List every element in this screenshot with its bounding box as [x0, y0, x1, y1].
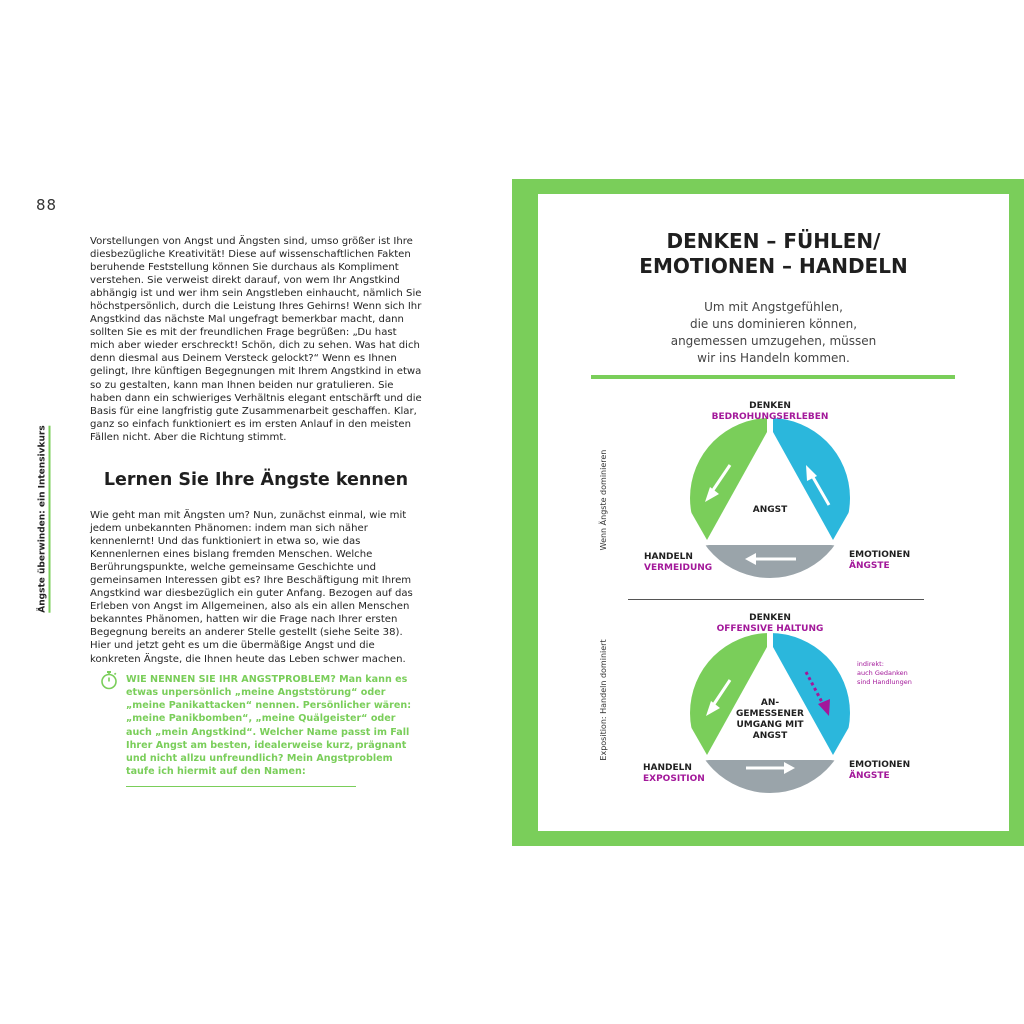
body-paragraph-2: Wie geht man mit Ängsten um? Nun, zunächst einmal, wie mit jedem unbekannten Phänomen: indem man sich näher kennenlernt! Und das funktioniert in etwa so, wie das Kennenlernen eines bislang fremden Menschen. Welche Berührungspunkte, welche gemeinsame Geschichte und gemeinsamen Interessen gibt es? Ihre Beschäftigung mit Ihrem Angstkind war diesbezüglich ein guter Anfang. Bezogen auf das Erleben von Angst im Allgemeinen, also als ein allen Menschen bekanntes Phänomen, hatten wir die Frage nach Ihrer ersten Begegnung bereits an anderer Stelle gestellt (siehe Seite 38). Hier und jetzt geht es um die übermäßige Angst und die konkreten Ängste, die Ihnen heute das Leben schwer machen.: [90, 510, 413, 665]
segment-thinking: [604, 360, 767, 540]
diagram1-top-sublabel: BEDROHUNGSERLEBEN: [711, 412, 829, 422]
diagram1-side-label: Wenn Ängste dominieren: [599, 449, 608, 551]
panel-title-line-1: DENKEN – FÜHLEN/: [666, 229, 881, 253]
diagram2-center-line: ANGST: [752, 731, 788, 741]
diagram2-note-line: auch Gedanken: [857, 669, 908, 677]
panel-subtitle-line: Um mit Angstgefühlen,: [704, 300, 843, 314]
diagram2-center-line: AN-: [760, 698, 780, 708]
page-number: 88: [36, 196, 58, 214]
diagram1-top-label: DENKEN: [749, 401, 791, 411]
diagram2-left-sublabel: EXPOSITION: [643, 774, 705, 784]
diagram1-left-sublabel: VERMEIDUNG: [644, 563, 713, 573]
diagram2-center-line: UMGANG MIT: [736, 720, 804, 730]
diagram1-right-label: EMOTIONEN: [849, 550, 911, 560]
body-paragraph-1: Vorstellungen von Angst und Ängsten sind, umso größer ist Ihre diesbezügliche Kreativität! Diese auf wissenschaftlichen Fakten beruhende Feststellung können Sie durchaus als Kompliment verstehen. Sie verweist direkt darauf, von wem Ihr Angstkind abhängig ist und wer ihm sein Angstleben einhaucht, nämlich Sie höchstpersönlich, durch die Leistung Ihres Gehirns! Wenn sich Ihr Angstkind das nächste Mal ungefragt bemerkbar macht, dann sollten Sie es mit der freundlichen Frage begrüßen: „Du hast mich aber wieder erschreckt! Schön, dich zu sehen. Was hat dich denn diesmal aus Deinem Versteck gelockt?“ Wenn es Ihnen gelingt, Ihre künftigen Begegnungen mit Ihrem Angstkind in etwa so zu gestalten, kann man Ihnen beiden nur gratulieren. Sie haben dann ein schwieriges Verhältnis elegant entschärft und die Basis für eine langfristig gute Zusammenarbeit geschaffen. Klar, ganz so einfach funktioniert es im ersten Anlauf in den meisten Fällen nicht. Aber die Richtung stimmt.: [90, 236, 422, 443]
panel-subtitle-line: die uns dominieren können,: [689, 317, 858, 331]
diagram1-left-label: HANDELN: [644, 552, 693, 562]
diagram2-top-sublabel: OFFENSIVE HALTUNG: [716, 624, 824, 634]
diagram-exposition: [590, 575, 950, 835]
diagram-avoidance: [590, 360, 950, 620]
tip-text: WIE NENNEN SIE IHR ANGSTPROBLEM? Man kann es etwas unpersönlich „meine Angststörung“ oder „meine Panikattacken“ nennen. Persönlicher wären: „meine Panikbomben“, „meine Quälgeister“ oder auch „mein Angstkind“. Welcher Name passt im Fall Ihrer Angst am besten, idealerweise kurz, prägnant und nicht allzu unfreundlich? Mein Angstproblem taufe ich hiermit auf den Namen:: [126, 674, 412, 778]
diagram2-note-line: sind Handlungen: [857, 678, 912, 686]
segment-emotions: [773, 360, 936, 540]
panel-subtitle-line: wir ins Handeln kommen.: [697, 351, 850, 365]
diagram2-left-label: HANDELN: [643, 763, 692, 773]
panel-title-line-2: EMOTIONEN – HANDELN: [639, 254, 908, 278]
diagram2-note-line: indirekt:: [857, 660, 884, 668]
panel-subtitle-line: angemessen umzugehen, müssen: [670, 334, 877, 348]
diagram2-top-label: DENKEN: [749, 613, 791, 623]
diagram2-center-line: GEMESSENER: [736, 709, 804, 719]
diagram1-right-sublabel: ÄNGSTE: [849, 561, 890, 571]
diagram2-right-sublabel: ÄNGSTE: [849, 771, 890, 781]
running-head-text: Ängste überwinden: ein Intensivkurs: [38, 425, 51, 612]
diagram2-right-label: EMOTIONEN: [849, 760, 911, 770]
section-heading: Lernen Sie Ihre Ängste kennen: [103, 470, 409, 490]
diagram1-center-label: ANGST: [752, 505, 788, 515]
diagram2-side-label: Exposition: Handeln dominiert: [599, 639, 608, 761]
